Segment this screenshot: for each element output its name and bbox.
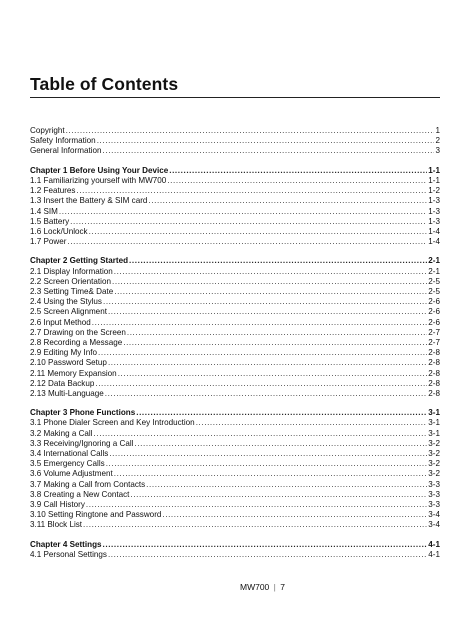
toc-entry[interactable]	[30, 237, 440, 247]
toc-dot-leader	[59, 207, 427, 217]
page-footer	[240, 582, 285, 592]
toc-dot-leader	[114, 287, 427, 297]
toc-entry-label: 1.7 Power	[30, 237, 67, 247]
toc-entry-label: 2.3 Setting Time& Date	[30, 287, 114, 296]
toc-entry[interactable]	[30, 318, 440, 328]
toc-entry-page-number: 2-6	[428, 317, 440, 327]
toc-entry-label: 3.7 Making a Call from Contacts	[30, 479, 146, 489]
title-underline	[30, 97, 440, 98]
footer-page-number: 7	[280, 582, 285, 592]
toc-entry-page-number: 4-1	[428, 539, 440, 549]
toc-entry[interactable]	[30, 358, 440, 368]
toc-entry-page-number: 3-4	[428, 510, 440, 520]
toc-entry-page-number: 2-6	[428, 307, 440, 317]
toc-entry-page-number: 2-6	[428, 297, 440, 307]
toc-entry[interactable]	[30, 418, 440, 428]
toc-entry-label: 3.11 Block List	[30, 520, 83, 530]
toc-entry-label: 3.9 Call History	[30, 499, 85, 509]
toc-entry-page-number: 2	[435, 136, 440, 146]
toc-entry-page-number: 1-2	[428, 186, 440, 196]
toc-entry-label: Chapter 4 Settings	[30, 539, 102, 549]
toc-dot-leader	[123, 338, 427, 348]
toc-dot-leader	[114, 267, 428, 277]
toc-entry-page-number: 1-3	[428, 216, 440, 226]
toc-entry-label: 3.4 International Calls	[30, 449, 109, 458]
toc-entry[interactable]	[30, 287, 440, 297]
toc-entry[interactable]	[30, 146, 440, 156]
toc-entry-page-number: 2-8	[428, 378, 440, 388]
toc-dot-leader	[103, 297, 427, 307]
toc-dot-leader	[106, 459, 428, 469]
toc-entry[interactable]	[30, 369, 440, 379]
toc-entry-label: 3.1 Phone Dialer Screen and Key Introduction	[30, 418, 195, 428]
toc-entry-label: 2.5 Screen Alignment	[30, 307, 107, 317]
toc-entry-label: 1.2 Features	[30, 186, 76, 196]
toc-dot-leader	[167, 176, 427, 186]
toc-entry-page-number: 3-1	[428, 418, 440, 428]
toc-entry-page-number: 2-7	[428, 337, 440, 347]
toc-dot-leader	[94, 429, 428, 439]
toc-chapter-entry[interactable]	[30, 540, 440, 550]
toc-entry-label: 2.1 Display Information	[30, 266, 113, 276]
toc-dot-leader	[95, 379, 427, 389]
toc-entry[interactable]	[30, 348, 440, 358]
toc-entry-label: 2.9 Editing My Info	[30, 348, 98, 358]
toc-dot-leader	[105, 389, 428, 399]
toc-entry[interactable]	[30, 267, 440, 277]
toc-dot-leader	[136, 408, 427, 418]
toc-entry-label: 1.4 SIM	[30, 206, 58, 216]
toc-entry-page-number: 3-2	[428, 469, 440, 479]
toc-entry-label: 3.6 Volume Adjustment	[30, 469, 113, 479]
toc-entry-page-number: 3-1	[428, 408, 440, 418]
toc-entry-page-number: 3-3	[428, 479, 440, 489]
toc-dot-leader	[112, 277, 427, 287]
toc-dot-leader	[83, 520, 427, 530]
footer-separator: |	[273, 582, 276, 592]
toc-entry-label: 2.12 Data Backup	[30, 378, 95, 388]
toc-dot-leader	[76, 186, 427, 196]
toc-entry-label: Copyright	[30, 126, 65, 135]
toc-dot-leader	[169, 166, 427, 176]
toc-dot-leader	[66, 126, 435, 136]
toc-entry[interactable]	[30, 196, 440, 206]
toc-entry[interactable]	[30, 459, 440, 469]
toc-entry-page-number: 3-3	[428, 489, 440, 499]
toc-entry-label: 3.8 Creating a New Contact	[30, 489, 130, 499]
toc-group-spacer	[30, 531, 440, 540]
toc-dot-leader	[148, 196, 427, 206]
toc-entry[interactable]	[30, 520, 440, 530]
toc-entry-page-number: 4-1	[428, 549, 440, 559]
toc-entry-label: 4.1 Personal Settings	[30, 549, 107, 559]
toc-entry[interactable]	[30, 136, 440, 146]
toc-entry[interactable]	[30, 338, 440, 348]
toc-entry-label: 2.4 Using the Stylus	[30, 297, 102, 307]
toc-dot-leader	[109, 449, 427, 459]
toc-entry-label: Chapter 2 Getting Started	[30, 256, 129, 266]
toc-dot-leader	[86, 500, 427, 510]
toc-dot-leader	[118, 369, 428, 379]
toc-entry-page-number: 2-1	[428, 256, 440, 266]
toc-entry-label: Safety Information	[30, 136, 96, 146]
toc-entry[interactable]	[30, 469, 440, 479]
toc-entry-label: 3.2 Making a Call	[30, 428, 93, 438]
toc-dot-leader	[196, 418, 428, 428]
toc-dot-leader	[103, 540, 428, 550]
toc-dot-leader	[67, 237, 427, 247]
toc-entry[interactable]	[30, 217, 440, 227]
toc-entry[interactable]	[30, 277, 440, 287]
page-title: Table of Contents	[30, 74, 179, 94]
toc-entry-label: 2.13 Multi-Language	[30, 388, 104, 398]
toc-entry-page-number: 2-1	[428, 266, 440, 276]
toc-entry-label: 1.5 Battery	[30, 216, 70, 226]
toc-dot-leader	[108, 550, 427, 560]
toc-dot-leader	[129, 256, 427, 266]
toc-entry-page-number: 1-1	[428, 175, 440, 185]
toc-entry[interactable]	[30, 429, 440, 439]
toc-entry-label: 2.8 Recording a Message	[30, 337, 123, 347]
toc-entry-label: 3.5 Emergency Calls	[30, 459, 105, 469]
toc-entry[interactable]	[30, 328, 440, 338]
toc-dot-leader	[108, 307, 427, 317]
toc-entry-label: 1.3 Insert the Battery & SIM card	[30, 196, 148, 206]
toc-entry-page-number: 2-8	[428, 348, 440, 358]
toc-dot-leader	[130, 490, 427, 500]
toc-dot-leader	[127, 328, 427, 338]
toc-entry-page-number: 2-5	[428, 276, 440, 286]
toc-group-spacer	[30, 157, 440, 166]
toc-entry[interactable]	[30, 490, 440, 500]
toc-entry-page-number: 3-1	[428, 428, 440, 438]
toc-entry-label: 2.6 Input Method	[30, 317, 91, 327]
toc-entry[interactable]	[30, 126, 440, 136]
toc-entry[interactable]	[30, 480, 440, 490]
toc-entry[interactable]	[30, 186, 440, 196]
toc-entry-page-number: 2-8	[428, 388, 440, 398]
toc-entry-page-number: 3	[435, 146, 440, 156]
toc-dot-leader	[103, 146, 435, 156]
toc-entry-page-number: 1-1	[428, 165, 440, 175]
toc-dot-leader	[146, 480, 427, 490]
toc-entry[interactable]	[30, 500, 440, 510]
toc-dot-leader	[108, 358, 427, 368]
toc-dot-leader	[89, 227, 428, 237]
toc-entry[interactable]	[30, 207, 440, 217]
toc-dot-leader	[97, 136, 435, 146]
toc-entry-page-number: 3-2	[428, 438, 440, 448]
toc-entry[interactable]	[30, 550, 440, 560]
toc-entry-page-number: 3-3	[428, 499, 440, 509]
toc-entry[interactable]	[30, 389, 440, 399]
toc-entry-label: 2.11 Memory Expansion	[30, 368, 117, 378]
toc-entry-page-number: 2-8	[428, 368, 440, 378]
toc-entry[interactable]	[30, 510, 440, 520]
toc-entry-label: Chapter 1 Before Using Your Device	[30, 165, 169, 175]
toc-list	[30, 126, 440, 560]
toc-entry[interactable]	[30, 449, 440, 459]
toc-group-spacer	[30, 247, 440, 256]
toc-dot-leader	[70, 217, 427, 227]
toc-entry-label: General Information	[30, 146, 102, 156]
toc-entry-label: 3.10 Setting Ringtone and Password	[30, 510, 162, 520]
toc-entry-label: Chapter 3 Phone Functions	[30, 408, 136, 418]
toc-dot-leader	[98, 348, 427, 358]
toc-entry-page-number: 1	[435, 126, 440, 135]
toc-entry-label: 2.7 Drawing on the Screen	[30, 327, 126, 337]
toc-entry-page-number: 2-5	[428, 287, 440, 296]
toc-entry-page-number: 1-4	[428, 226, 440, 236]
toc-dot-leader	[114, 469, 428, 479]
toc-entry-label: 2.2 Screen Orientation	[30, 276, 111, 286]
toc-entry-page-number: 2-8	[428, 358, 440, 368]
toc-entry-page-number: 3-2	[428, 459, 440, 469]
footer-model: MW700	[240, 582, 270, 592]
toc-entry[interactable]	[30, 439, 440, 449]
toc-entry-page-number: 1-3	[428, 206, 440, 216]
toc-group-spacer	[30, 399, 440, 408]
toc-dot-leader	[134, 439, 427, 449]
toc-entry-page-number: 1-3	[428, 196, 440, 206]
toc-dot-leader	[92, 318, 428, 328]
toc-chapter-entry[interactable]	[30, 408, 440, 418]
toc-chapter-entry[interactable]	[30, 166, 440, 176]
toc-entry-page-number: 1-4	[428, 237, 440, 247]
toc-chapter-entry[interactable]	[30, 256, 440, 266]
toc-page	[30, 0, 440, 620]
toc-entry[interactable]	[30, 176, 440, 186]
toc-entry-label: 2.10 Password Setup	[30, 358, 107, 368]
toc-entry-label: 1.1 Familiarizing yourself with MW700	[30, 175, 167, 185]
toc-dot-leader	[162, 510, 427, 520]
toc-entry[interactable]	[30, 379, 440, 389]
toc-entry[interactable]	[30, 297, 440, 307]
toc-entry-label: 1.6 Lock/Unlock	[30, 226, 88, 236]
toc-entry[interactable]	[30, 227, 440, 237]
toc-entry-page-number: 2-7	[428, 327, 440, 337]
toc-entry-label: 3.3 Receiving/Ignoring a Call	[30, 438, 134, 448]
toc-entry[interactable]	[30, 307, 440, 317]
toc-entry-page-number: 3-4	[428, 520, 440, 530]
toc-entry-page-number: 3-2	[428, 449, 440, 458]
